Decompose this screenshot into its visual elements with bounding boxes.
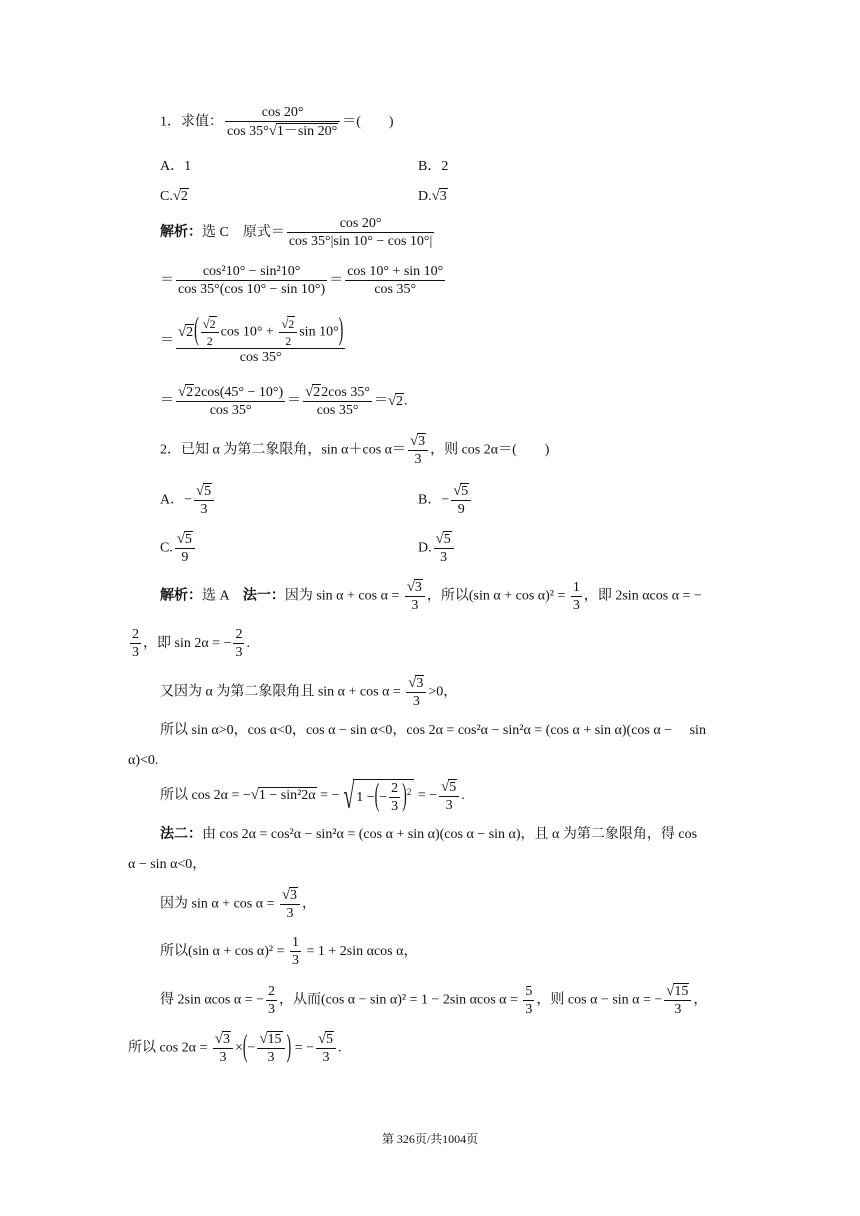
q1-fraction: $\frac{\cos 20^\circ}{\cos 35^\circ√1-\sin 20^\circ}$ bbox=[225, 106, 340, 139]
q2-method1-line2: $\frac{2}{3}$ ，即 sin 2α = − $\frac{2}{3}$ . bbox=[132, 627, 250, 660]
page-footer: 第 326页/共1004页 bbox=[381, 1132, 479, 1146]
q2-method1-line6: 所以 cos 2α = −√1 − sin²2α = − √1 −(− $\frac{2}{3}$ )$^2$ = − $\frac{√5}{3}$ . bbox=[160, 776, 465, 816]
q2-method2-line4: 所以(sin α + cos α)² = $\frac{1}{3}$ = 1 + 2sin αcos α， bbox=[160, 935, 418, 968]
q2-method2-line3: 因为 sin α + cos α = $\frac{√3}{3}$ ， bbox=[160, 887, 317, 921]
q1-option-a: A．1 bbox=[160, 159, 192, 174]
q1-stem: 1．求值： $\frac{\cos 20^\circ}{\cos 35^\circ√1-\sin 20^\circ}$ ＝( ) bbox=[160, 105, 394, 139]
q2-option-b: B．− $\frac{√5}{9}$ bbox=[418, 484, 473, 517]
q2-method2-line6: 所以 cos 2α = $\frac{√3}{3}$ ×(− $\frac{√15}{3}$ ) = − $\frac{√5}{3}$ . bbox=[128, 1030, 342, 1065]
q1-solution-line3: ＝ √2( $\frac{√2}{2}$ cos 10° + $\frac{√2}{2}$ sin 10°) cos 35° bbox=[160, 313, 344, 365]
q2-method1-line5: α)<0. bbox=[128, 753, 159, 768]
q2-method2-line2: α − sin α<0， bbox=[128, 857, 207, 872]
q2-option-a: A．− $\frac{√5}{3}$ bbox=[160, 484, 216, 517]
q2-option-c: C. $\frac{√5}{9}$ bbox=[160, 532, 197, 565]
q1-option-b: B．2 bbox=[418, 159, 449, 174]
q1-solution-line4: ＝ $\frac{√22\cos(45^\circ - 10^\circ)}{\cos 35^\circ}$ ＝ $\frac{√22\cos 35^\circ}{\cos 35^\circ}$ ＝√2. bbox=[160, 384, 408, 418]
q1-option-d: D.√3 bbox=[418, 188, 447, 204]
q2-option-d: D. $\frac{√5}{3}$ bbox=[418, 532, 456, 565]
q2-method1-line1: 解析：选 A 法一：因为 sin α + cos α = $\frac{√3}{3}$ ，所以(sin α + cos α)² = $\frac{1}{3}$ ，即 2sin αcos α = − bbox=[160, 579, 702, 613]
q2-method2-line1: 法二：由 cos 2α = cos²α − sin²α = (cos α + sin α)(cos α − sin α)，且 α 为第二象限角，得 cos bbox=[160, 827, 698, 842]
q1-option-c: C.√2 bbox=[160, 188, 188, 204]
q2-stem: 2．已知 α 为第二象限角，sin α＋cos α＝ $\frac{√3}{3}$ ，则 cos 2α＝( ) bbox=[160, 433, 550, 467]
q2-method2-line5: 得 2sin αcos α = − $\frac{2}{3}$ ，从而(cos α − sin α)² = 1 − 2sin αcos α = $\frac{5}{3}$ ，则 cos α − sin α = − $\frac{√15}{3}$ ， bbox=[160, 983, 708, 1017]
q1-solution-line1: 解析：选 C 原式＝ $\frac{\cos 20^\circ}{\cos 35^\circ|\sin 10^\circ - \cos 10^\circ|}$ bbox=[160, 216, 433, 249]
q1-solution-line2: ＝ $\frac{\text{cos²10° − sin²10°}}{\cos 35^\circ(\cos 10^\circ - \sin 10^\circ)}$ ＝ $\frac{\cos 10^\circ + \sin 10^\circ}{\cos 35^\circ}$ bbox=[160, 264, 444, 297]
q2-method1-line4: 所以 sin α>0，cos α<0，cos α − sin α<0，cos 2α = cos²α − sin²α = (cos α + sin α)(cos α − sin bbox=[160, 723, 706, 738]
q2-method1-line3: 又因为 α 为第二象限角且 sin α + cos α = $\frac{√3}{3}$ >0， bbox=[160, 675, 458, 709]
